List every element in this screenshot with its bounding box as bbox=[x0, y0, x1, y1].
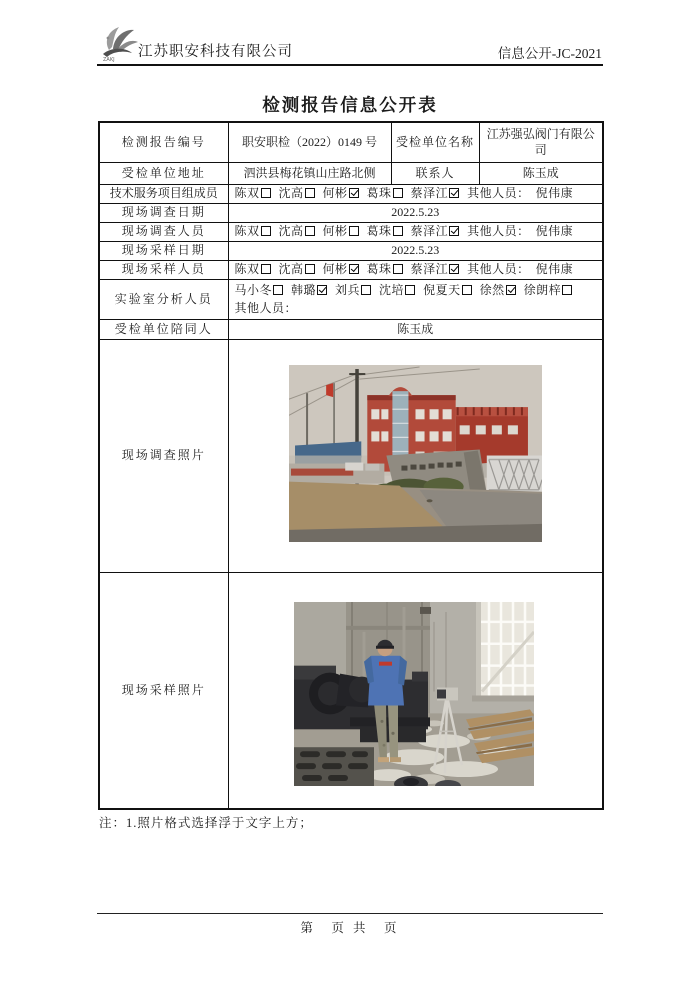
member-item bbox=[411, 223, 460, 239]
member-item bbox=[524, 282, 573, 298]
table-row bbox=[99, 122, 603, 162]
member-name: 倪夏天 bbox=[423, 282, 461, 297]
checkbox-checked-icon bbox=[506, 285, 516, 295]
member-item bbox=[323, 223, 359, 239]
unit-name-value: 江苏强弘阀门有限公司 bbox=[479, 122, 603, 162]
member-name: 韩璐 bbox=[291, 282, 317, 297]
checkbox-unchecked-icon bbox=[305, 226, 315, 236]
checkbox-unchecked-icon bbox=[273, 285, 283, 295]
member-item bbox=[335, 282, 371, 298]
address-value: 泗洪县梅花镇山庄路北侧 bbox=[228, 162, 391, 184]
other-staff-value: 倪伟康 bbox=[535, 262, 574, 277]
checkbox-unchecked-icon bbox=[462, 285, 472, 295]
escort-label: 受检单位陪同人 bbox=[99, 319, 228, 339]
member-name: 陈双 bbox=[234, 186, 260, 201]
table-row bbox=[99, 572, 603, 809]
checkbox-unchecked-icon bbox=[562, 285, 572, 295]
member-name: 葛珠 bbox=[366, 224, 392, 239]
checkbox-checked-icon bbox=[449, 188, 459, 198]
checkbox-checked-icon bbox=[449, 264, 459, 274]
sampling-photo-label: 现场采样照片 bbox=[99, 572, 228, 809]
member-item bbox=[235, 282, 284, 298]
member-name: 沈培 bbox=[379, 282, 405, 297]
table-row bbox=[99, 319, 603, 339]
note-text: 注：1.照片格式选择浮于文字上方； bbox=[99, 816, 313, 830]
member-item bbox=[279, 185, 315, 201]
tech-team-members bbox=[228, 184, 603, 203]
member-item bbox=[323, 261, 359, 277]
survey-date-value: 2022.5.23 bbox=[228, 203, 603, 222]
doc-code: 信息公开-JC-2021 bbox=[497, 46, 602, 61]
member-name: 陈双 bbox=[234, 262, 260, 277]
unit-name-label: 受检单位名称 bbox=[391, 122, 479, 162]
member-name: 蔡泽江 bbox=[410, 262, 449, 277]
member-item bbox=[367, 261, 403, 277]
other-staff-value: 倪伟康 bbox=[535, 186, 574, 201]
sampling-date-label: 现场采样日期 bbox=[99, 241, 228, 260]
checkbox-unchecked-icon bbox=[261, 226, 271, 236]
member-name: 徐然 bbox=[479, 282, 505, 297]
other-staff-label: 其他人员： bbox=[234, 301, 298, 315]
lab-staff-label: 实验室分析人员 bbox=[99, 279, 228, 319]
table-row bbox=[99, 184, 603, 203]
checkbox-unchecked-icon bbox=[361, 285, 371, 295]
company-logo-icon bbox=[99, 26, 141, 62]
sampling-staff-label: 现场采样人员 bbox=[99, 260, 228, 279]
member-name: 沈高 bbox=[278, 262, 304, 277]
checkbox-unchecked-icon bbox=[393, 226, 403, 236]
checkbox-unchecked-icon bbox=[305, 264, 315, 274]
checkbox-unchecked-icon bbox=[261, 188, 271, 198]
member-item bbox=[411, 261, 460, 277]
sampling-staff-members bbox=[228, 260, 603, 279]
checkbox-unchecked-icon bbox=[405, 285, 415, 295]
report-no-value: 职安职检（2022）0149 号 bbox=[228, 122, 391, 162]
member-item bbox=[423, 282, 472, 298]
report-table bbox=[98, 121, 604, 810]
header-divider bbox=[97, 64, 603, 66]
survey-photo-label: 现场调查照片 bbox=[99, 339, 228, 572]
other-staff-value: 倪伟康 bbox=[535, 224, 574, 239]
other-staff-label: 其他人员： bbox=[467, 262, 530, 277]
checkbox-unchecked-icon bbox=[349, 226, 359, 236]
table-row bbox=[99, 260, 603, 279]
survey-photo bbox=[289, 365, 542, 542]
survey-staff-label: 现场调查人员 bbox=[99, 222, 228, 241]
svg-text:ZAKJ: ZAKJ bbox=[103, 57, 115, 62]
member-item bbox=[279, 261, 315, 277]
member-name: 何彬 bbox=[322, 186, 348, 201]
member-item bbox=[235, 261, 271, 277]
survey-date-label: 现场调查日期 bbox=[99, 203, 228, 222]
checkbox-checked-icon bbox=[349, 188, 359, 198]
table-row bbox=[99, 241, 603, 260]
checkbox-unchecked-icon bbox=[393, 188, 403, 198]
contact-label: 联系人 bbox=[391, 162, 479, 184]
checkbox-checked-icon bbox=[349, 264, 359, 274]
table-row bbox=[99, 203, 603, 222]
table-row bbox=[99, 279, 603, 319]
member-name: 何彬 bbox=[322, 262, 348, 277]
member-name: 沈高 bbox=[278, 186, 304, 201]
member-name: 蔡泽江 bbox=[410, 186, 449, 201]
member-item bbox=[480, 282, 516, 298]
page-footer-text: 第 页 共 页 bbox=[300, 921, 400, 935]
checkbox-unchecked-icon bbox=[393, 264, 403, 274]
escort-value: 陈玉成 bbox=[228, 319, 603, 339]
member-item bbox=[279, 223, 315, 239]
table-row bbox=[99, 222, 603, 241]
member-name: 何彬 bbox=[322, 224, 348, 239]
member-item bbox=[235, 185, 271, 201]
tech-team-label: 技术服务项目组成员 bbox=[99, 184, 228, 203]
company-name: 江苏职安科技有限公司 bbox=[138, 44, 293, 60]
member-item bbox=[323, 185, 359, 201]
member-item bbox=[411, 185, 460, 201]
sampling-photo bbox=[294, 602, 534, 786]
member-item bbox=[235, 223, 271, 239]
table-row bbox=[99, 162, 603, 184]
report-no-label: 检测报告编号 bbox=[99, 122, 228, 162]
member-name: 沈高 bbox=[278, 224, 304, 239]
member-name: 葛珠 bbox=[366, 186, 392, 201]
member-item bbox=[291, 282, 327, 298]
sampling-date-value: 2022.5.23 bbox=[228, 241, 603, 260]
table-row bbox=[99, 339, 603, 572]
other-staff-label: 其他人员： bbox=[467, 186, 530, 201]
checkbox-checked-icon bbox=[449, 226, 459, 236]
survey-staff-members bbox=[228, 222, 603, 241]
address-label: 受检单位地址 bbox=[99, 162, 228, 184]
member-name: 刘兵 bbox=[335, 282, 361, 297]
lab-staff-members bbox=[228, 279, 603, 319]
member-name: 葛珠 bbox=[366, 262, 392, 277]
checkbox-unchecked-icon bbox=[305, 188, 315, 198]
contact-value: 陈玉成 bbox=[479, 162, 603, 184]
member-name: 徐朗梓 bbox=[523, 282, 562, 297]
footer-divider bbox=[97, 913, 603, 914]
member-item bbox=[367, 185, 403, 201]
member-item bbox=[379, 282, 415, 298]
member-name: 蔡泽江 bbox=[410, 224, 449, 239]
checkbox-checked-icon bbox=[317, 285, 327, 295]
checkbox-unchecked-icon bbox=[261, 264, 271, 274]
member-item bbox=[367, 223, 403, 239]
other-staff-label: 其他人员： bbox=[467, 224, 530, 239]
page-title: 检测报告信息公开表 bbox=[262, 95, 438, 115]
member-name: 陈双 bbox=[234, 224, 260, 239]
member-name: 马小冬 bbox=[234, 282, 273, 297]
